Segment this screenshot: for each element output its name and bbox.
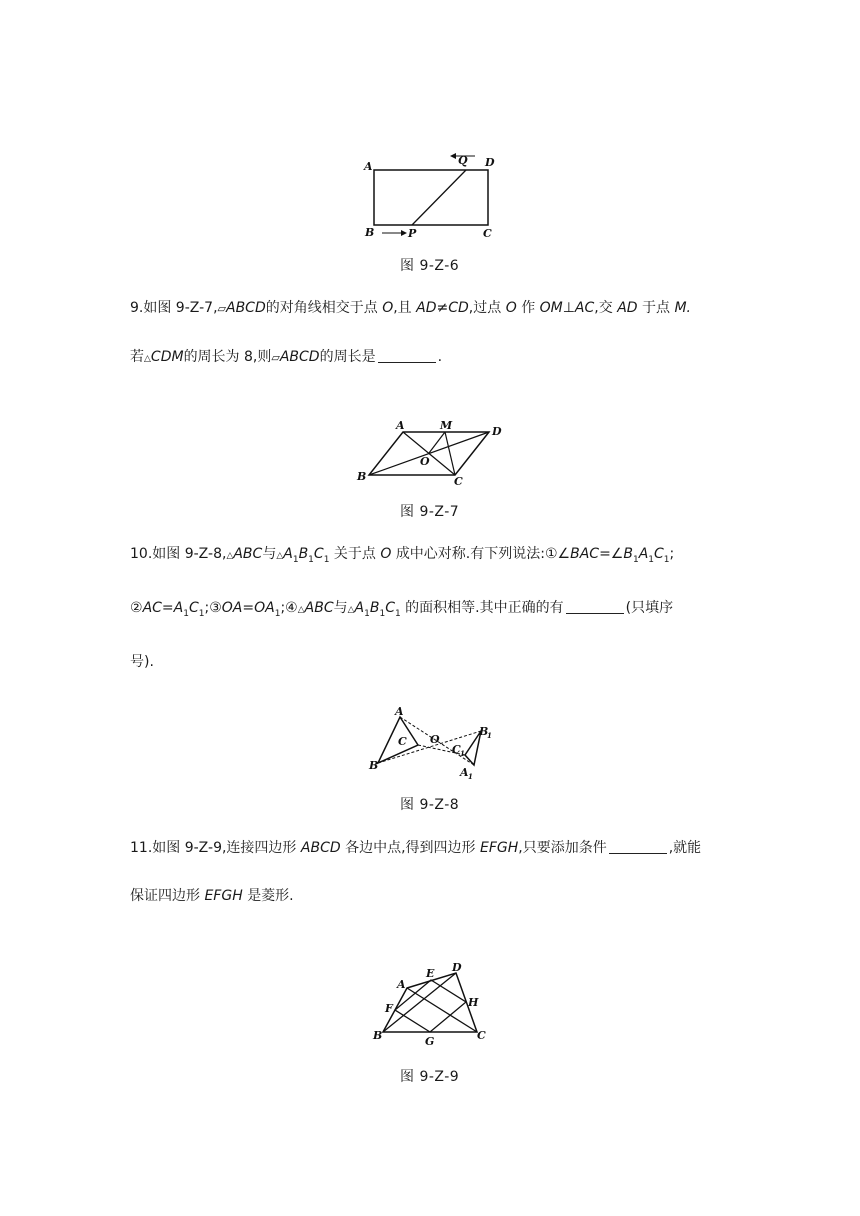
figure-caption: 图 9-Z-7 <box>400 504 460 520</box>
text: ;③ <box>204 599 222 616</box>
subscript: 1 <box>648 554 654 565</box>
math-abc: ABC <box>304 599 334 616</box>
figure-9-z-8 <box>364 705 504 785</box>
text: 成中心对称.有下列说法:①∠ <box>395 546 571 562</box>
label-f: F <box>385 1002 393 1015</box>
central-symmetry-diagram <box>364 705 504 785</box>
subscript: 1 <box>292 554 299 565</box>
question-10 <box>130 530 750 686</box>
subscript: 1 <box>468 772 473 781</box>
math-ad-neq-cd: AD≠CD <box>416 300 469 316</box>
label-a: A <box>364 160 373 173</box>
triangle-symbol: △ <box>144 354 151 364</box>
subscript: 1 <box>632 554 639 565</box>
math-c: C <box>654 546 664 562</box>
label-c: C <box>454 475 463 488</box>
label-g: G <box>425 1035 435 1048</box>
label-p: P <box>408 227 417 240</box>
label-q: Q <box>458 154 468 167</box>
subscript: 1 <box>379 608 386 619</box>
label-a1: A <box>460 766 469 779</box>
text: 的周长为 8,则 <box>183 349 272 365</box>
question-9 <box>130 284 750 383</box>
text: . <box>437 349 443 365</box>
question-9-line-2 <box>130 333 750 383</box>
label-b: B <box>357 470 367 483</box>
math-b: B <box>369 599 380 616</box>
question-9-line-1 <box>130 284 750 333</box>
triangle-symbol: △ <box>276 551 284 561</box>
figure-9-z-7 <box>354 415 514 490</box>
text: 11.如图 9-Z-9,连接四边形 <box>130 840 301 856</box>
label-e: E <box>426 967 435 980</box>
triangle-symbol: △ <box>226 551 234 561</box>
math-o: O <box>505 300 517 316</box>
label-d: D <box>485 156 495 169</box>
question-11-line-1 <box>130 824 750 872</box>
text: 10.如图 9-Z-8, <box>130 546 227 562</box>
label-b1: B <box>479 725 489 738</box>
label-d: D <box>452 961 462 974</box>
math-c: C <box>313 546 324 562</box>
text: 号). <box>130 653 154 670</box>
math-a: A <box>283 546 293 562</box>
label-o: O <box>420 455 430 468</box>
subscript: 1 <box>274 608 281 619</box>
text: 是菱形. <box>247 888 294 904</box>
label-c1: C <box>452 743 461 756</box>
math-b: B <box>298 546 309 562</box>
text: 与 <box>333 599 348 616</box>
math-bac: BAC <box>570 546 600 562</box>
answer-blank[interactable] <box>566 599 624 614</box>
label-c: C <box>398 735 407 748</box>
label-b: B <box>373 1029 383 1042</box>
figure-caption: 图 9-Z-8 <box>400 797 460 813</box>
text: ,就能 <box>668 840 702 856</box>
text: = <box>242 599 255 616</box>
math-abcd: ABCD <box>300 840 341 856</box>
math-abcd: ABCD <box>226 300 266 316</box>
label-c: C <box>483 227 492 240</box>
math-a: A <box>173 599 184 616</box>
triangle-symbol: △ <box>347 604 355 615</box>
subscript: 1 <box>183 608 189 619</box>
figure-9-z-9 <box>366 958 496 1048</box>
rectangle-diagram <box>360 148 510 243</box>
math-efgh: EFGH <box>480 840 519 856</box>
text: ;④ <box>280 599 298 616</box>
subscript: 1 <box>487 731 492 740</box>
math-abc: ABC <box>233 546 263 562</box>
math-a: A <box>638 546 649 562</box>
text: 9.如图 9-Z-7, <box>130 300 218 316</box>
subscript: 1 <box>323 554 330 565</box>
math-c: C <box>385 599 395 616</box>
figure-caption: 图 9-Z-9 <box>400 1069 460 1085</box>
label-b: B <box>369 759 379 772</box>
text: 各边中点,得到四边形 <box>345 840 480 856</box>
parallelogram-symbol: ▱ <box>217 302 226 315</box>
label-c: C <box>477 1029 486 1042</box>
triangle-symbol: △ <box>297 604 305 615</box>
parallelogram-symbol: ▱ <box>271 351 280 364</box>
text: 于点 <box>642 300 675 316</box>
math-c: C <box>188 599 199 616</box>
label-m: M <box>440 419 453 432</box>
text: =∠ <box>599 546 624 562</box>
label-d: D <box>492 425 502 438</box>
question-11 <box>130 824 750 920</box>
text: 的面积相等.其中正确的有 <box>405 599 564 616</box>
label-h: H <box>468 996 479 1009</box>
label-a: A <box>395 705 404 718</box>
question-10-line-3 <box>130 638 750 686</box>
text: (只填序 <box>625 599 674 616</box>
subscript: 1 <box>364 608 370 619</box>
answer-blank[interactable] <box>609 839 667 854</box>
subscript: 1 <box>198 608 205 619</box>
math-o: O <box>380 546 392 562</box>
math-abcd: ABCD <box>279 349 320 365</box>
math-b: B <box>623 546 633 562</box>
text: 保证四边形 <box>130 888 205 904</box>
text: 若 <box>130 349 144 365</box>
question-10-line-2 <box>130 584 750 638</box>
text: 关于点 <box>333 546 381 562</box>
text: ② <box>130 599 143 616</box>
figure-9-z-6 <box>360 148 510 243</box>
math-a: A <box>354 599 365 616</box>
question-11-line-2 <box>130 872 750 920</box>
math-m: M. <box>674 300 691 316</box>
parallelogram-diagram <box>354 415 514 490</box>
math-oa: OA <box>221 599 243 616</box>
math-ac: AC <box>142 599 162 616</box>
text: ,交 <box>594 300 618 316</box>
label-o: O <box>430 733 440 746</box>
figure-caption: 图 9-Z-6 <box>400 258 460 274</box>
label-b: B <box>365 226 375 239</box>
label-a: A <box>396 419 405 432</box>
text: ; <box>669 546 675 562</box>
text: 与 <box>262 546 277 562</box>
text: ,只要添加条件 <box>518 840 607 856</box>
quadrilateral-midpoints-diagram <box>366 958 496 1048</box>
subscript: 1 <box>460 749 465 758</box>
question-10-line-1 <box>130 530 750 584</box>
text: 的周长是 <box>319 349 376 365</box>
math-ad: AD <box>617 300 638 316</box>
math-om-perp-ac: OM⊥AC <box>539 300 595 316</box>
text: = <box>161 599 174 616</box>
subscript: 1 <box>663 554 670 565</box>
text: ,过点 <box>468 300 506 316</box>
subscript: 1 <box>308 554 314 565</box>
text: ,且 <box>393 300 417 316</box>
math-oa: OA <box>254 599 275 616</box>
answer-blank[interactable] <box>378 348 436 363</box>
text: 的对角线相交于点 <box>265 300 383 316</box>
math-o: O <box>382 300 394 316</box>
math-efgh: EFGH <box>204 888 243 904</box>
label-a: A <box>397 978 406 991</box>
text: 作 <box>521 300 540 316</box>
subscript: 1 <box>394 608 401 619</box>
math-cdm: CDM <box>150 349 184 365</box>
